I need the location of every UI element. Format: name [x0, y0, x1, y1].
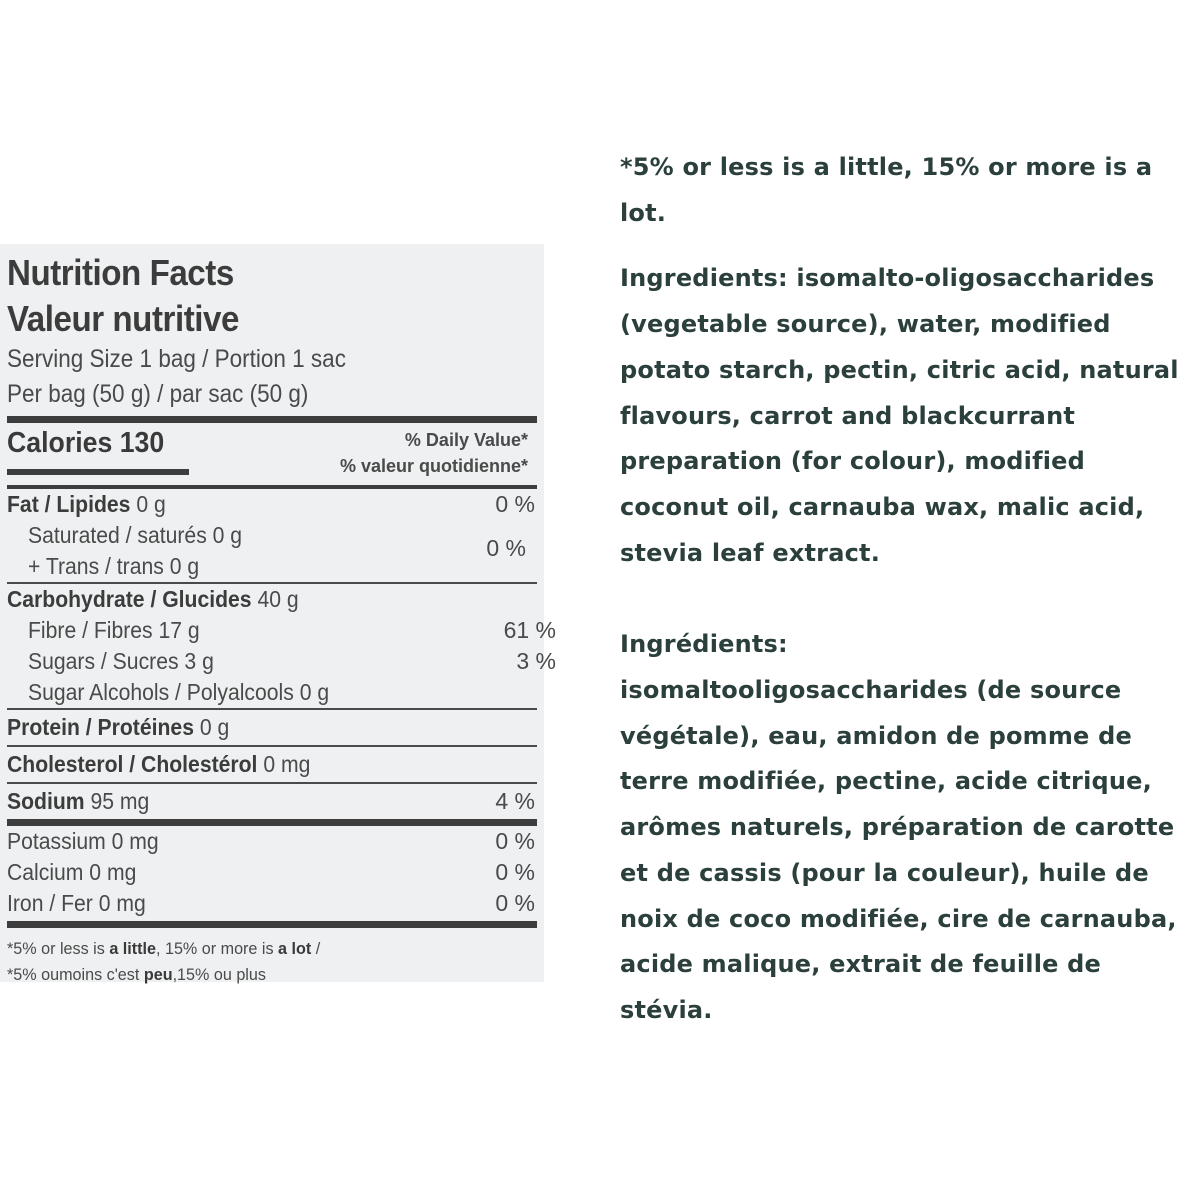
sodium-name: Sodium — [7, 788, 85, 814]
label-rule — [7, 921, 537, 928]
fibre-row: Fibre / Fibres 17 g 61 % — [7, 615, 558, 646]
protein-amount: 0 g — [199, 714, 230, 740]
carb-name: Carbohydrate / Glucides — [7, 586, 252, 612]
fat-name: Fat / Lipides — [7, 491, 131, 517]
protein-row — [7, 712, 537, 743]
ingredients-fr-label: Ingrédients: — [620, 630, 788, 659]
saturated-row: Saturated / saturés 0 g — [28, 522, 243, 548]
sat-trans-pct: 0 % — [486, 535, 526, 561]
footnote-en: *5% or less is a little, 15% or more is a lot / — [7, 939, 321, 958]
calories-row — [7, 423, 536, 485]
daily-value-note: *5% or less is a little, 15% or more is a lot. — [620, 153, 1153, 227]
fibre-pct: 61 % — [503, 617, 556, 643]
sugar-alcohols-row: Sugar Alcohols / Polyalcools 0 g — [28, 679, 330, 705]
label-rule — [7, 745, 537, 747]
label-title-en: Nutrition Facts — [7, 252, 234, 293]
trans-row: + Trans / trans 0 g — [28, 553, 200, 579]
label-rule — [7, 819, 537, 826]
fat-amount: 0 g — [136, 491, 166, 517]
daily-value-fr: % valeur quotidienne* — [339, 456, 528, 476]
iron-pct: 0 % — [495, 890, 535, 916]
potassium-row: Potassium 0 mg 0 % — [7, 826, 537, 857]
label-rule — [7, 782, 537, 784]
carb-amount: 40 g — [257, 586, 299, 612]
footnote-fr: *5% oumoins c'est peu,15% ou plus — [7, 965, 266, 984]
cholesterol-amount: 0 mg — [263, 751, 311, 777]
sugars-row: Sugars / Sucres 3 g 3 % — [7, 646, 558, 677]
cholesterol-row — [7, 749, 537, 780]
iron-row: Iron / Fer 0 mg 0 % — [7, 888, 537, 919]
daily-value-header — [340, 427, 528, 479]
sodium-amount: 95 mg — [90, 788, 150, 814]
per-bag: Per bag (50 g) / par sac (50 g) — [7, 380, 309, 408]
sugars-pct: 3 % — [516, 648, 556, 674]
label-rule — [7, 708, 537, 710]
sodium-pct: 4 % — [495, 788, 535, 814]
fat-pct: 0 % — [495, 491, 535, 517]
calcium-row: Calcium 0 mg 0 % — [7, 857, 537, 888]
calcium-pct: 0 % — [495, 859, 535, 885]
calories: Calories 130 — [7, 427, 165, 459]
label-rule — [7, 416, 537, 423]
protein-name: Protein / Protéines — [7, 714, 194, 740]
fat-row — [7, 489, 537, 520]
label-title-fr: Valeur nutritive — [7, 298, 239, 339]
cholesterol-name: Cholesterol / Cholestérol — [7, 751, 258, 777]
calories-underline — [7, 469, 189, 475]
daily-value-en: % Daily Value* — [404, 430, 528, 450]
nutrition-facts-label — [0, 244, 556, 984]
serving-size: Serving Size 1 bag / Portion 1 sac — [7, 345, 346, 373]
ingredients-text — [620, 145, 1192, 1034]
carb-row — [7, 584, 537, 615]
ingredients-fr: isomaltooligosaccharides (de source végétale), eau, amidon de pomme de terre modifiée, pectine, acide citrique, arômes naturels, préparation de carotte et de cassis (pour la couleur), huile de noix de coco modifiée, cire de carnauba, acide malique, extrait de feuille de stévia. — [620, 676, 1177, 1024]
sat-trans-group — [7, 520, 536, 582]
potassium-pct: 0 % — [495, 828, 535, 854]
sodium-row — [7, 786, 537, 817]
ingredients-en: Ingredients: isomalto-oligosaccharides (vegetable source), water, modified potato starch, pectin, citric acid, natural flavours, carrot and blackcurrant preparation (for colour), modified coconut oil, carnauba wax, malic acid, stevia leaf extract. — [620, 264, 1179, 567]
